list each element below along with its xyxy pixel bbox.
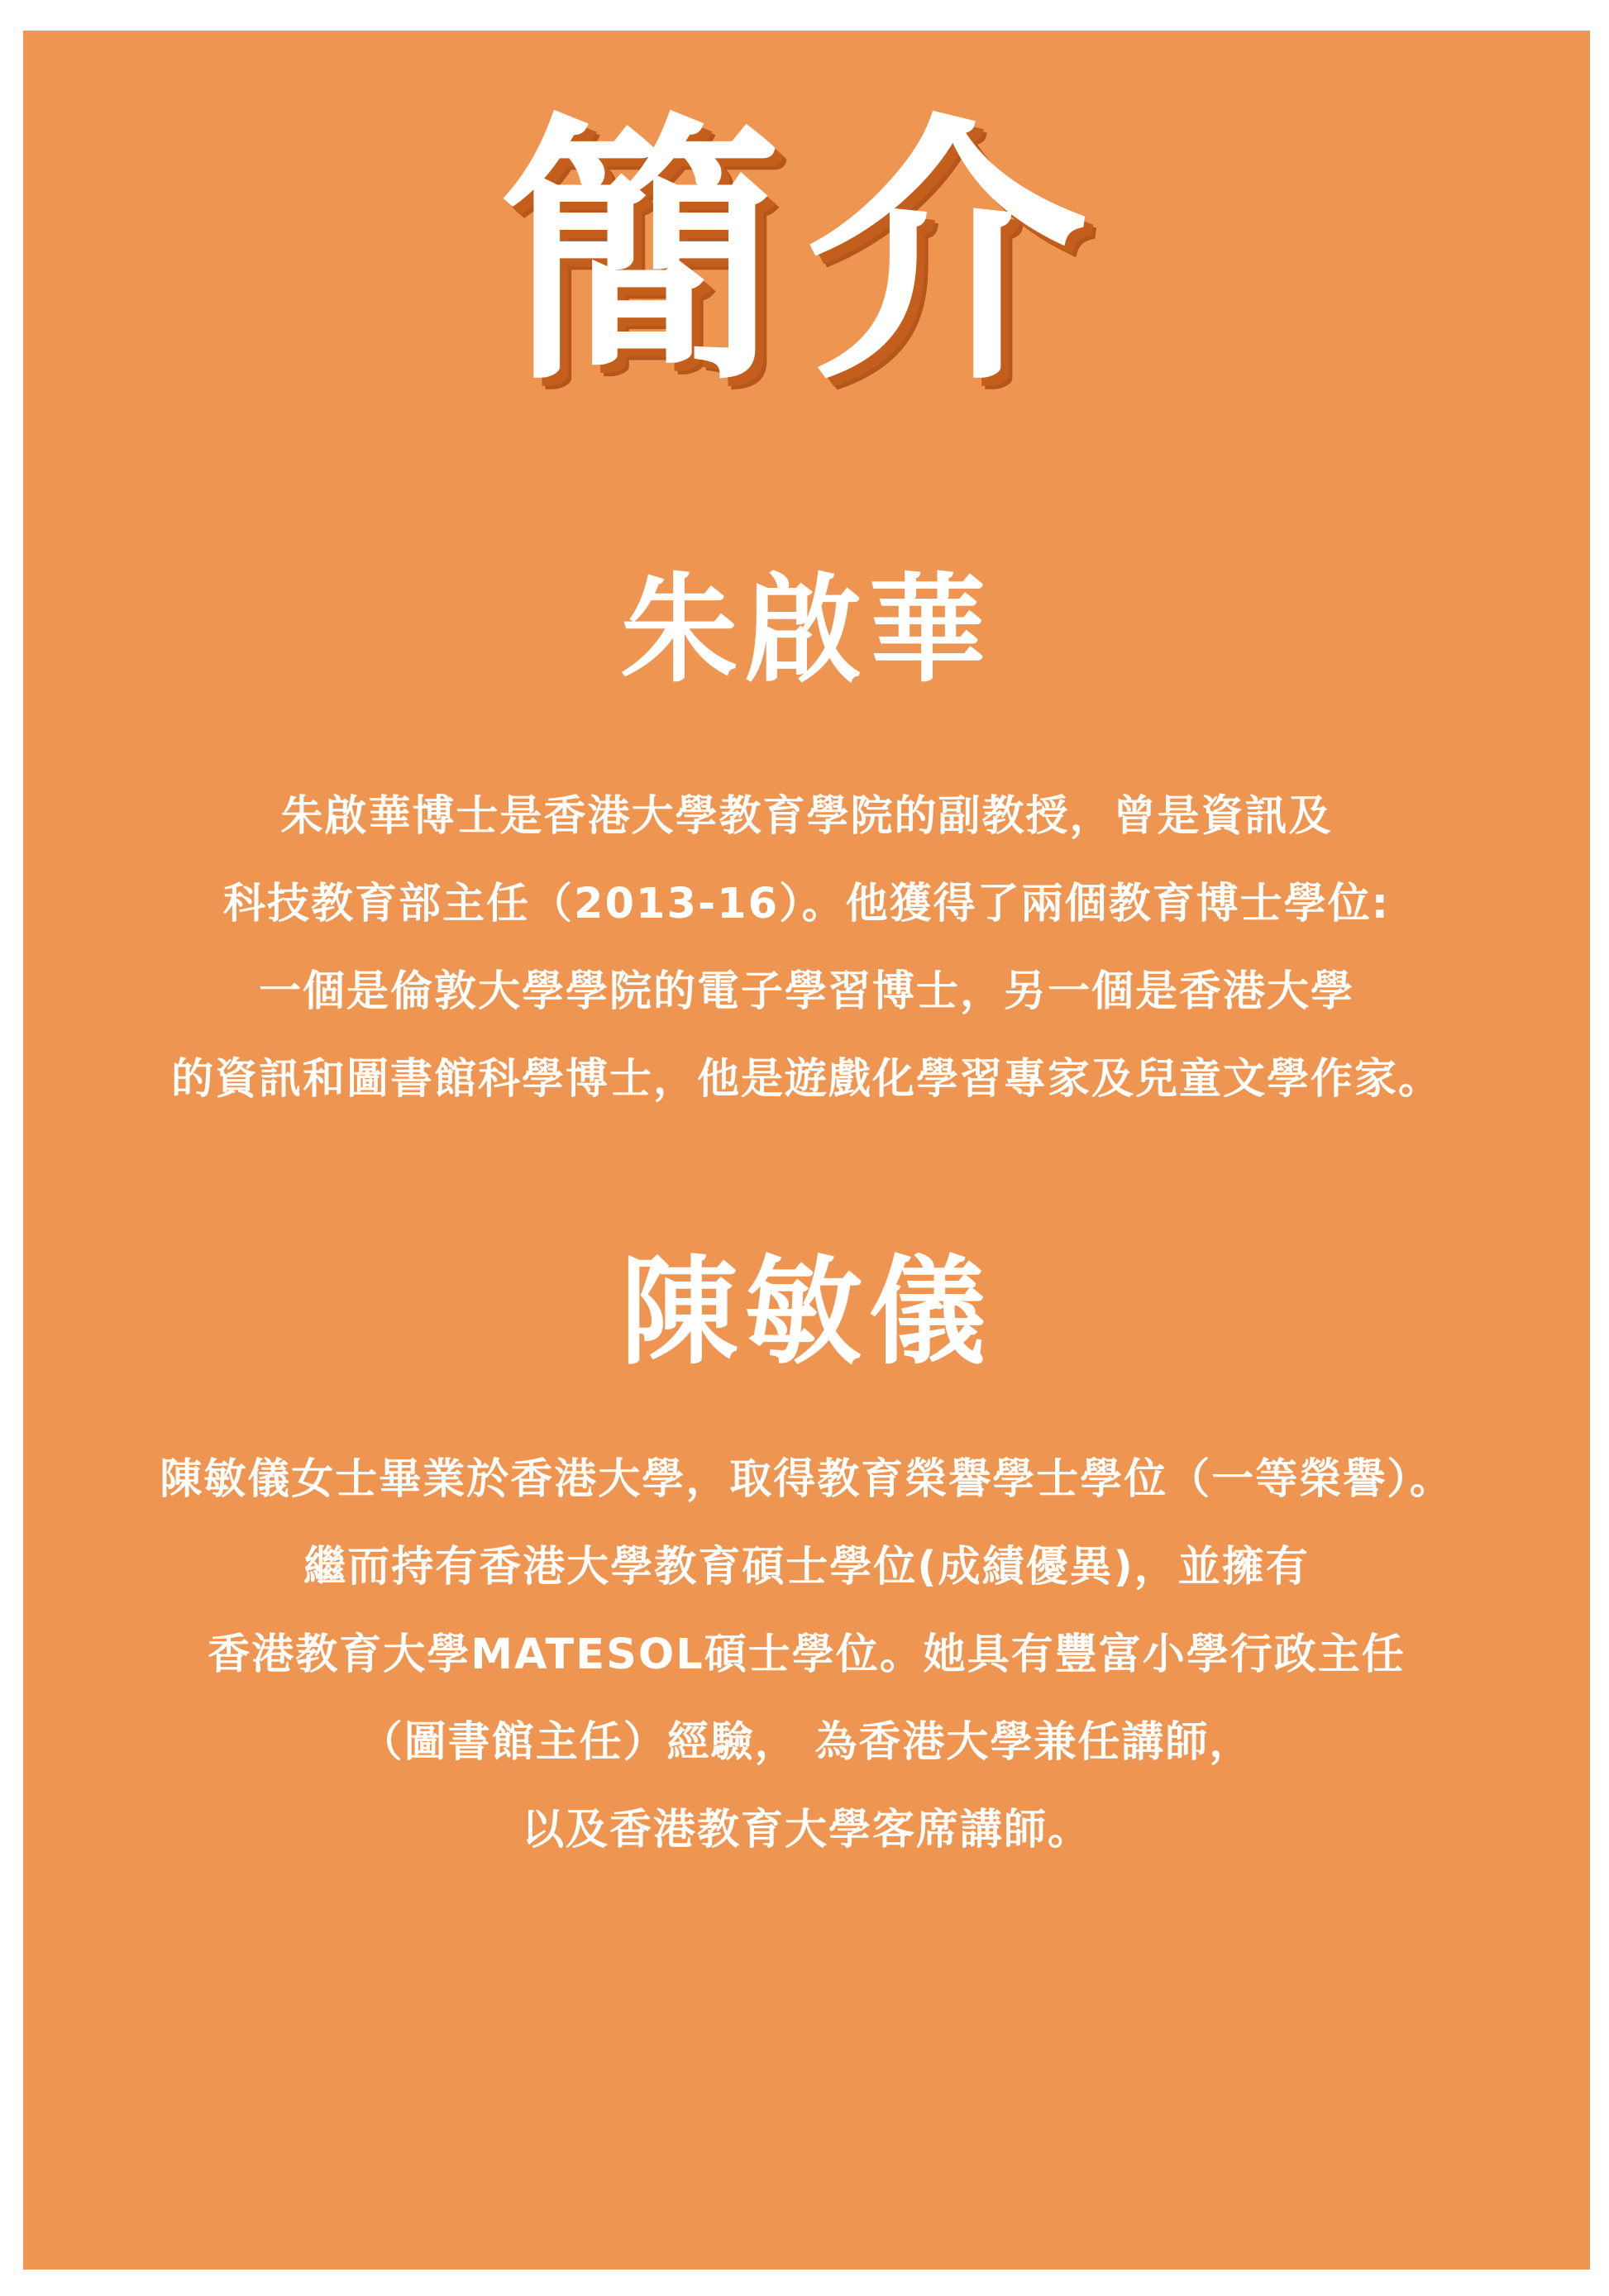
bio-line: 科技教育部主任（2013-16）。他獲得了兩個教育博士學位: [223,880,1390,928]
bio-line: 繼而持有香港大學教育碩士學位(成績優異)，並擁有 [303,1543,1310,1592]
page-title: 簡介 [500,88,1113,418]
profile-name-2: 陳敏儀 [620,1244,993,1381]
bio-line: 陳敏儀女士畢業於香港大學，取得教育榮譽學士學位（一等榮譽）。 [160,1455,1454,1504]
intro-panel [23,31,1590,2270]
profile-bio-1 [23,773,1590,1124]
bio-line: 以及香港教育大學客席講師。 [521,1806,1091,1854]
bio-line: （圖書館主任）經驗， 為香港大學兼任講師， [360,1718,1253,1767]
bio-line: 朱啟華博士是香港大學教育學院的副教授，曾是資訊及 [280,792,1333,841]
bio-line: 香港教育大學MATESOL碩士學位。她具有豐富小學行政主任 [208,1630,1406,1679]
title-container [23,88,1590,418]
profile-bio-2 [23,1436,1590,1874]
profile-name-1: 朱啟華 [620,562,993,699]
bio-line: 一個是倫敦大學學院的電子學習博士，另一個是香港大學 [258,967,1354,1016]
bio-line: 的資訊和圖書館科學博士，他是遊戲化學習專家及兒童文學作家。 [170,1055,1442,1104]
